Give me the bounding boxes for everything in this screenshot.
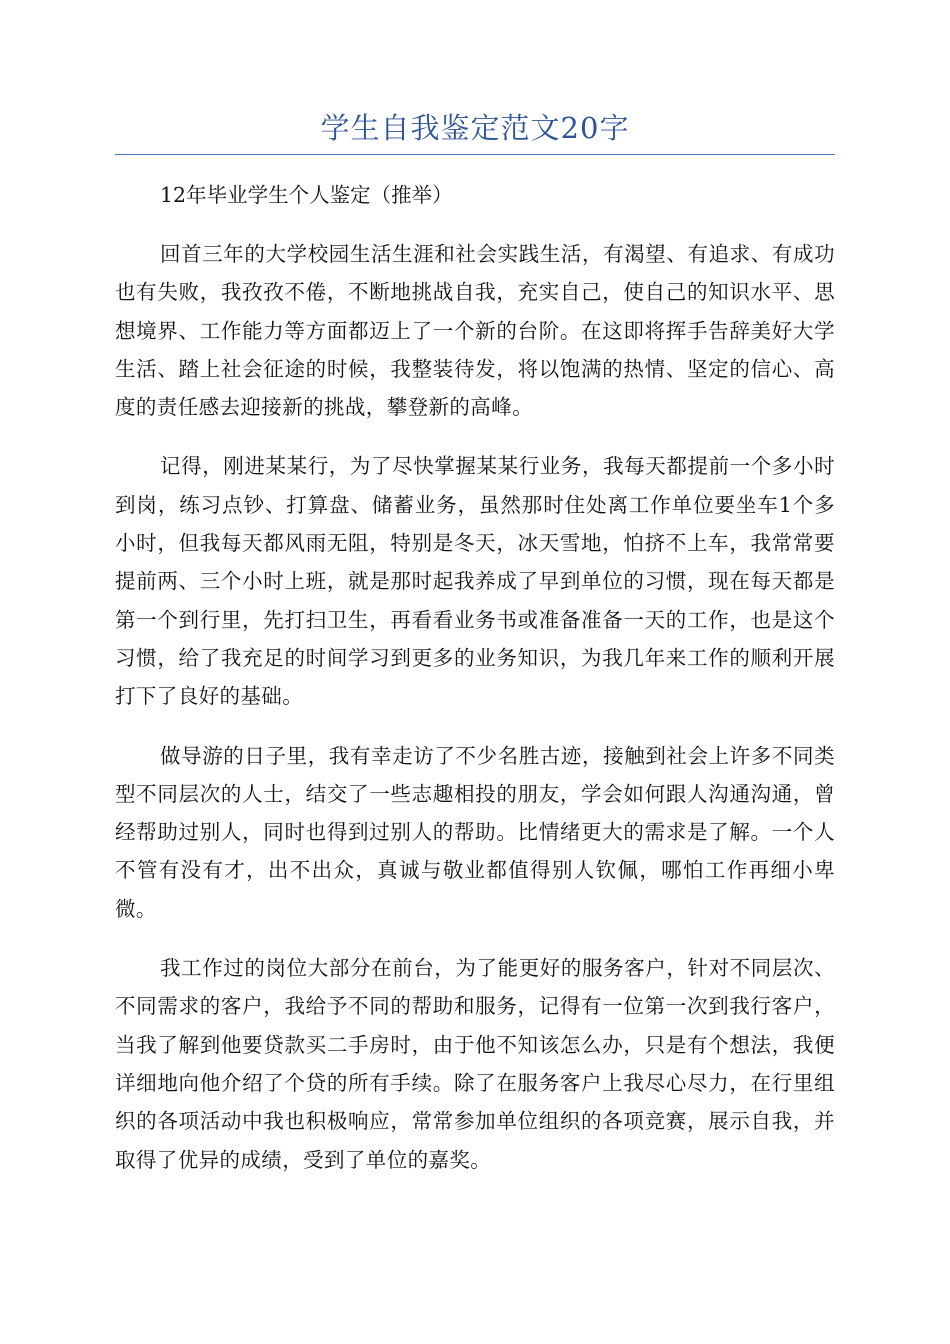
paragraph-1: 回首三年的大学校园生活生涯和社会实践生活，有渴望、有追求、有成功也有失败，我孜孜不倦，不断地挑战自我，充实自己，使自己的知识水平、思想境界、工作能力等方面都迈上了一个新的台阶。在这即将挥手告辞美好大学生活、踏上社会征途的时候，我整装待发，将以饱满的热情、坚定的信心、高度的责任感去迎接新的挑战，攀登新的高峰。 <box>115 242 835 420</box>
section-subheading: 12年毕业学生个人鉴定（推举） <box>160 183 453 207</box>
paragraph-3: 做导游的日子里，我有幸走访了不少名胜古迹，接触到社会上许多不同类型不同层次的人士，结交了一些志趣相投的朋友，学会如何跟人沟通沟通，曾经帮助过别人，同时也得到过别人的帮助。比情绪更大的需求是了解。一个人不管有没有才，出不出众，真诚与敬业都值得别人钦佩，哪怕工作再细小卑微。 <box>115 743 835 921</box>
document-body <box>115 176 835 1200</box>
title-underline <box>115 154 835 155</box>
paragraph-2: 记得，刚进某某行，为了尽快掌握某某行业务，我每天都提前一个多小时到岗，练习点钞、打算盘、储蓄业务，虽然那时住处离工作单位要坐车1个多小时，但我每天都风雨无阻，特别是冬天，冰天雪地，怕挤不上车，我常常要提前两、三个小时上班，就是那时起我养成了早到单位的习惯，现在每天都是第一个到行里，先打扫卫生，再看看业务书或准备准备一天的工作，也是这个习惯，给了我充足的时间学习到更多的业务知识，为我几年来工作的顺利开展打下了良好的基础。 <box>115 454 835 709</box>
paragraph-4: 我工作过的岗位大部分在前台，为了能更好的服务客户，针对不同层次、不同需求的客户，我给予不同的帮助和服务，记得有一位第一次到我行客户，当我了解到他要贷款买二手房时，由于他不知该怎么办，只是有个想法，我便详细地向他介绍了个贷的所有手续。除了在服务客户上我尽心尽力，在行里组织的各项活动中我也积极响应，常常参加单位组织的各项竞赛，展示自我，并取得了优异的成绩，受到了单位的嘉奖。 <box>115 956 835 1172</box>
document-title: 学生自我鉴定范文20字 <box>320 111 630 145</box>
